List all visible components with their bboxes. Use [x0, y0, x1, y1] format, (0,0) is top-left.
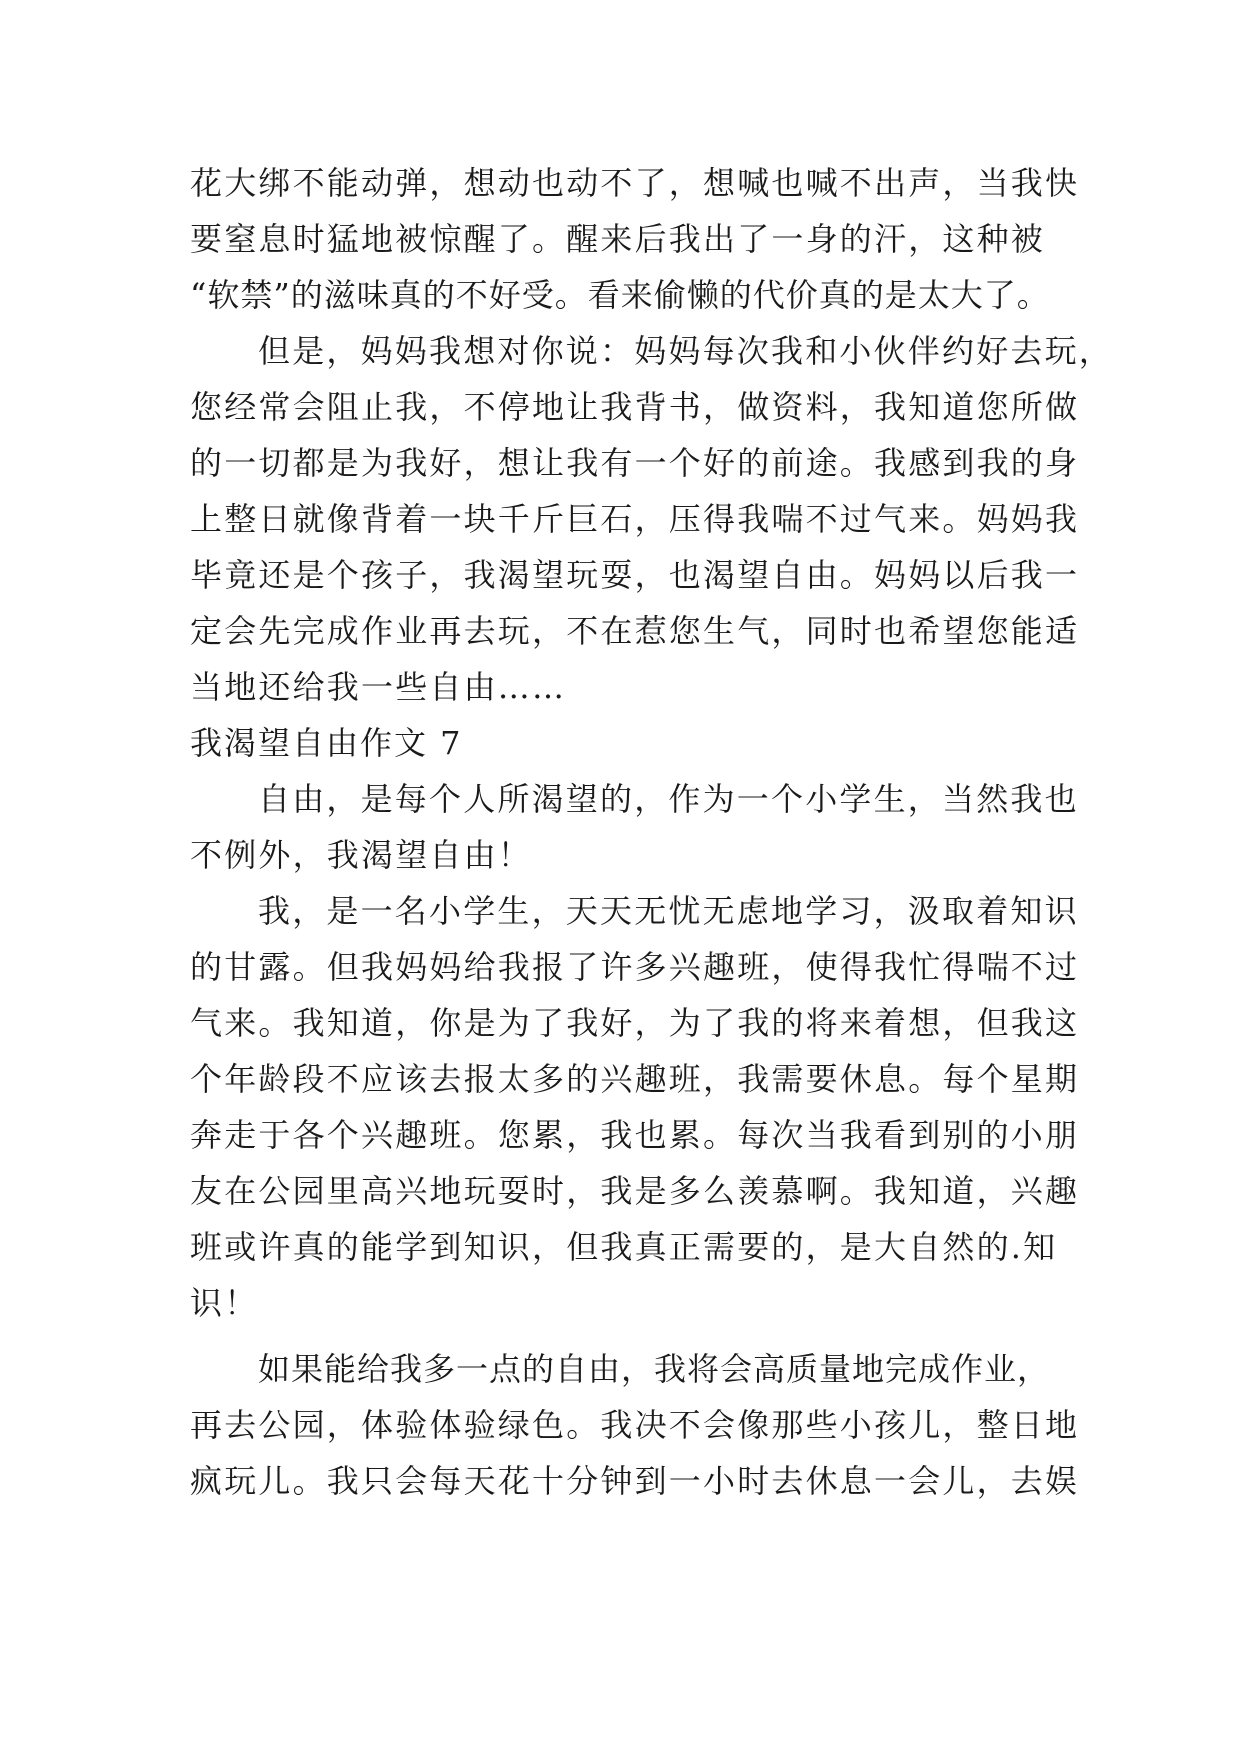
text-line: 不例外，我渴望自由！ [190, 836, 533, 874]
paragraph-4 [190, 883, 1080, 1331]
text-line: 友在公园里高兴地玩耍时，我是多么羡慕啊。我知道，兴趣 [190, 1172, 1080, 1210]
text-line: 当地还给我一些自由…… [190, 668, 567, 706]
text-line: 气来。我知道，你是为了我好，为了我的将来着想，但我这 [190, 1004, 1080, 1042]
text-line: 如果能给我多一点的自由，我将会高质量地完成作业， [258, 1350, 1051, 1388]
text-line: 的一切都是为我好，想让我有一个好的前途。我感到我的身 [190, 444, 1080, 482]
text-line: 的甘露。但我妈妈给我报了许多兴趣班，使得我忙得喘不过 [190, 948, 1080, 986]
text-line: 疯玩儿。我只会每天花十分钟到一小时去休息一会儿，去娱 [190, 1462, 1080, 1500]
text-line: 个年龄段不应该去报太多的兴趣班，我需要休息。每个星期 [190, 1060, 1080, 1098]
text-line: 再去公园，体验体验绿色。我决不会像那些小孩儿，整日地 [190, 1406, 1080, 1444]
paragraph-3 [190, 771, 1079, 883]
text-line: 上整日就像背着一块千斤巨石，压得我喘不过气来。妈妈我 [190, 500, 1080, 538]
text-line: 自由，是每个人所渴望的，作为一个小学生，当然我也 [258, 780, 1079, 818]
text-line: “软禁”的滋味真的不好受。看来偷懒的代价真的是太大了。 [190, 276, 1050, 314]
text-line: 识！ [190, 1284, 259, 1322]
section-heading [190, 715, 1060, 771]
text-line: 奔走于各个兴趣班。您累，我也累。每次当我看到别的小朋 [190, 1116, 1080, 1154]
paragraph-2 [190, 323, 1114, 715]
text-line: 但是，妈妈我想对你说：妈妈每次我和小伙伴约好去玩， [258, 332, 1114, 370]
text-line: 定会先完成作业再去玩，不在惹您生气，同时也希望您能适 [190, 612, 1080, 650]
paragraph-1 [190, 155, 1080, 323]
paragraph-5 [190, 1341, 1080, 1509]
text-line: 毕竟还是个孩子，我渴望玩耍，也渴望自由。妈妈以后我一 [190, 556, 1080, 594]
document-page [190, 155, 1114, 1509]
essay-title: 我渴望自由作文 7 [190, 724, 463, 762]
text-line: 班或许真的能学到知识，但我真正需要的，是大自然的.知 [190, 1228, 1058, 1266]
text-line: 要窒息时猛地被惊醒了。醒来后我出了一身的汗，这种被 [190, 220, 1046, 258]
text-line: 您经常会阻止我，不停地让我背书，做资料，我知道您所做 [190, 388, 1080, 426]
text-line: 花大绑不能动弹，想动也动不了，想喊也喊不出声，当我快 [190, 164, 1080, 202]
text-line: 我，是一名小学生，天天无忧无虑地学习，汲取着知识 [258, 892, 1079, 930]
